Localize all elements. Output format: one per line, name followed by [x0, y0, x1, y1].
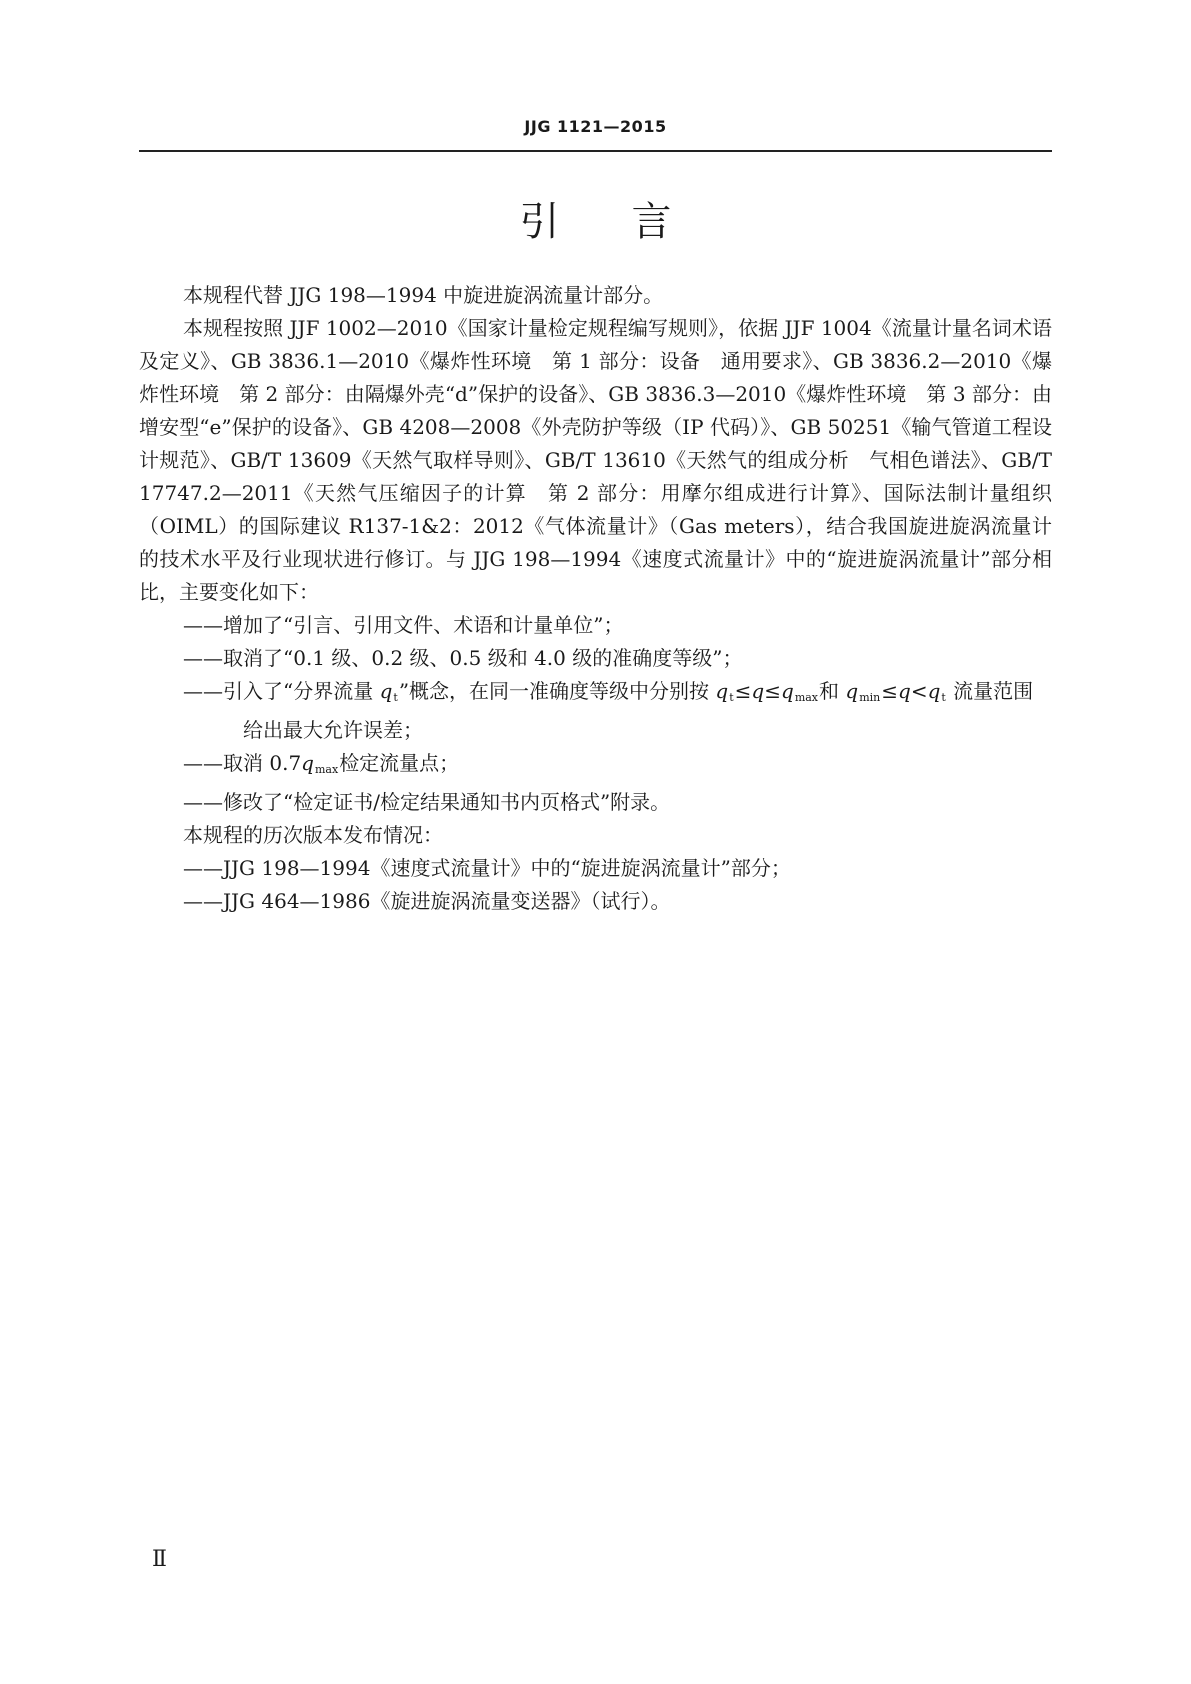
change-item-2: ——取消了“0.1 级、0.2 级、0.5 级和 4.0 级的准确度等级”； [183, 646, 743, 670]
change-item-4: ——取消 $0.7q_{max}$检定流量点； [183, 751, 460, 776]
page-number: Ⅱ [152, 1547, 167, 1572]
history-item-1: ——JJG 198—1994《速度式流量计》中的“旋进旋涡流量计”部分； [183, 856, 791, 880]
running-header: JJG 1121—2015 [524, 117, 667, 136]
paragraph-references: 本规程按照 JJF 1002—2010《国家计量检定规程编写规则》，依据 JJF 1004《流量计量名词术语及定义》、GB 3836.1—2010《爆炸性环境 第 1 部分：设备 通用要求》、GB 3836.2—2010《爆炸性环境 第 2 部分：由隔爆外壳“d”保护的设备》、GB 3836.3—2010《爆炸性环境 第 3 部分：由增安型“e”保护的设备》、GB 4208—2008《外壳防护等级（IP 代码）》、GB 50251《输气管道工程设计规范》、GB/T 13609《天然气取样导则》、GB/T 13610《天然气的组成分析 气相色谱法》、GB/T 17747.2—2011《天然气压缩因子的计算 第 2 部分：用摩尔组成进行计算》、国际法制计量组织（OIML）的国际建议 R137-1&2：2012《气体流量计》（Gas meters），结合我国旋进旋涡流量计的技术水平及行业现状进行修订。与 JJG 198—1994《速度式流量计》中的“旋进旋涡流量计”部分相比，主要变化如下： [139, 316, 1052, 604]
change-item-3: ——引入了“分界流量 $q_t$”概念，在同一准确度等级中分别按 $q_t\le q\le q_{max}$和 $q_{min}\le q<q_t$ 流量范围给出最大允许误差； [183, 679, 1034, 742]
change-item-5: ——修改了“检定证书/检定结果通知书内页格式”附录。 [183, 790, 671, 814]
paragraph-replacement: 本规程代替 JJG 198—1994 中旋进旋涡流量计部分。 [183, 283, 664, 307]
history-intro: 本规程的历次版本发布情况： [183, 823, 443, 847]
header-rule [139, 150, 1052, 152]
page-title: 引言 [519, 199, 744, 245]
change-item-1: ——增加了“引言、引用文件、术语和计量单位”； [183, 613, 624, 637]
document-body [139, 279, 1052, 918]
history-item-2: ——JJG 464—1986《旋进旋涡流量变送器》（试行）。 [183, 889, 671, 913]
